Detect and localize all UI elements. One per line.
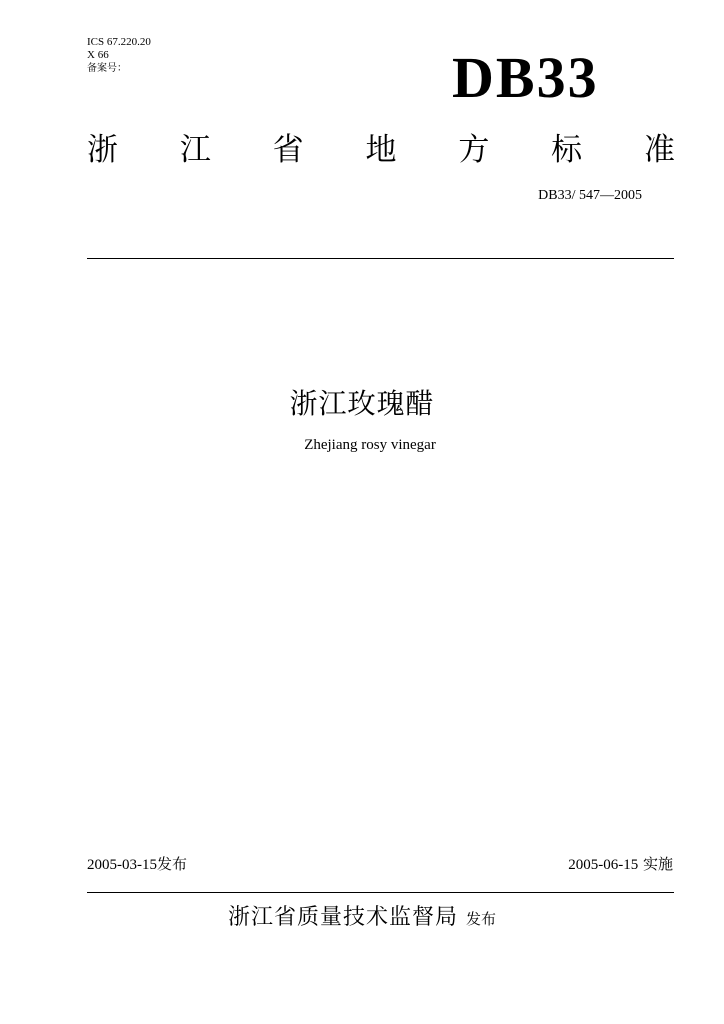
standard-type-char: 省	[272, 132, 304, 168]
issue-date-value: 2005-03-15	[87, 857, 157, 873]
implementation-date-label: 实施	[642, 855, 673, 873]
implementation-date-value: 2005-06-15	[568, 857, 639, 873]
record-number-label: 备案号：	[87, 63, 127, 74]
standard-code: DB33/ 547—2005	[538, 188, 642, 203]
bottom-divider	[87, 892, 674, 893]
top-divider	[87, 258, 674, 259]
issuing-authority: 浙江省质量技术监督局	[227, 905, 458, 930]
standard-type-char: 标	[551, 132, 583, 168]
standard-type-char: 准	[643, 132, 675, 168]
implementation-date	[568, 854, 673, 875]
standard-type-char: 江	[179, 132, 211, 168]
issuer-line	[0, 902, 724, 934]
issue-date	[87, 854, 187, 875]
standard-type-char: 地	[365, 132, 397, 168]
issued-label: 发布	[466, 910, 497, 928]
db-logo: DB33	[452, 45, 599, 110]
issue-date-label: 发布	[157, 855, 188, 873]
standard-type-char: 方	[458, 132, 490, 168]
classification-code: X 66	[87, 49, 109, 61]
document-title-en: Zhejiang rosy vinegar	[304, 437, 436, 453]
standard-type-char: 浙	[87, 132, 118, 168]
ics-number: ICS 67.220.20	[87, 36, 151, 48]
document-title-cn: 浙江玫瑰醋	[289, 387, 435, 420]
standard-type-heading	[87, 128, 675, 172]
